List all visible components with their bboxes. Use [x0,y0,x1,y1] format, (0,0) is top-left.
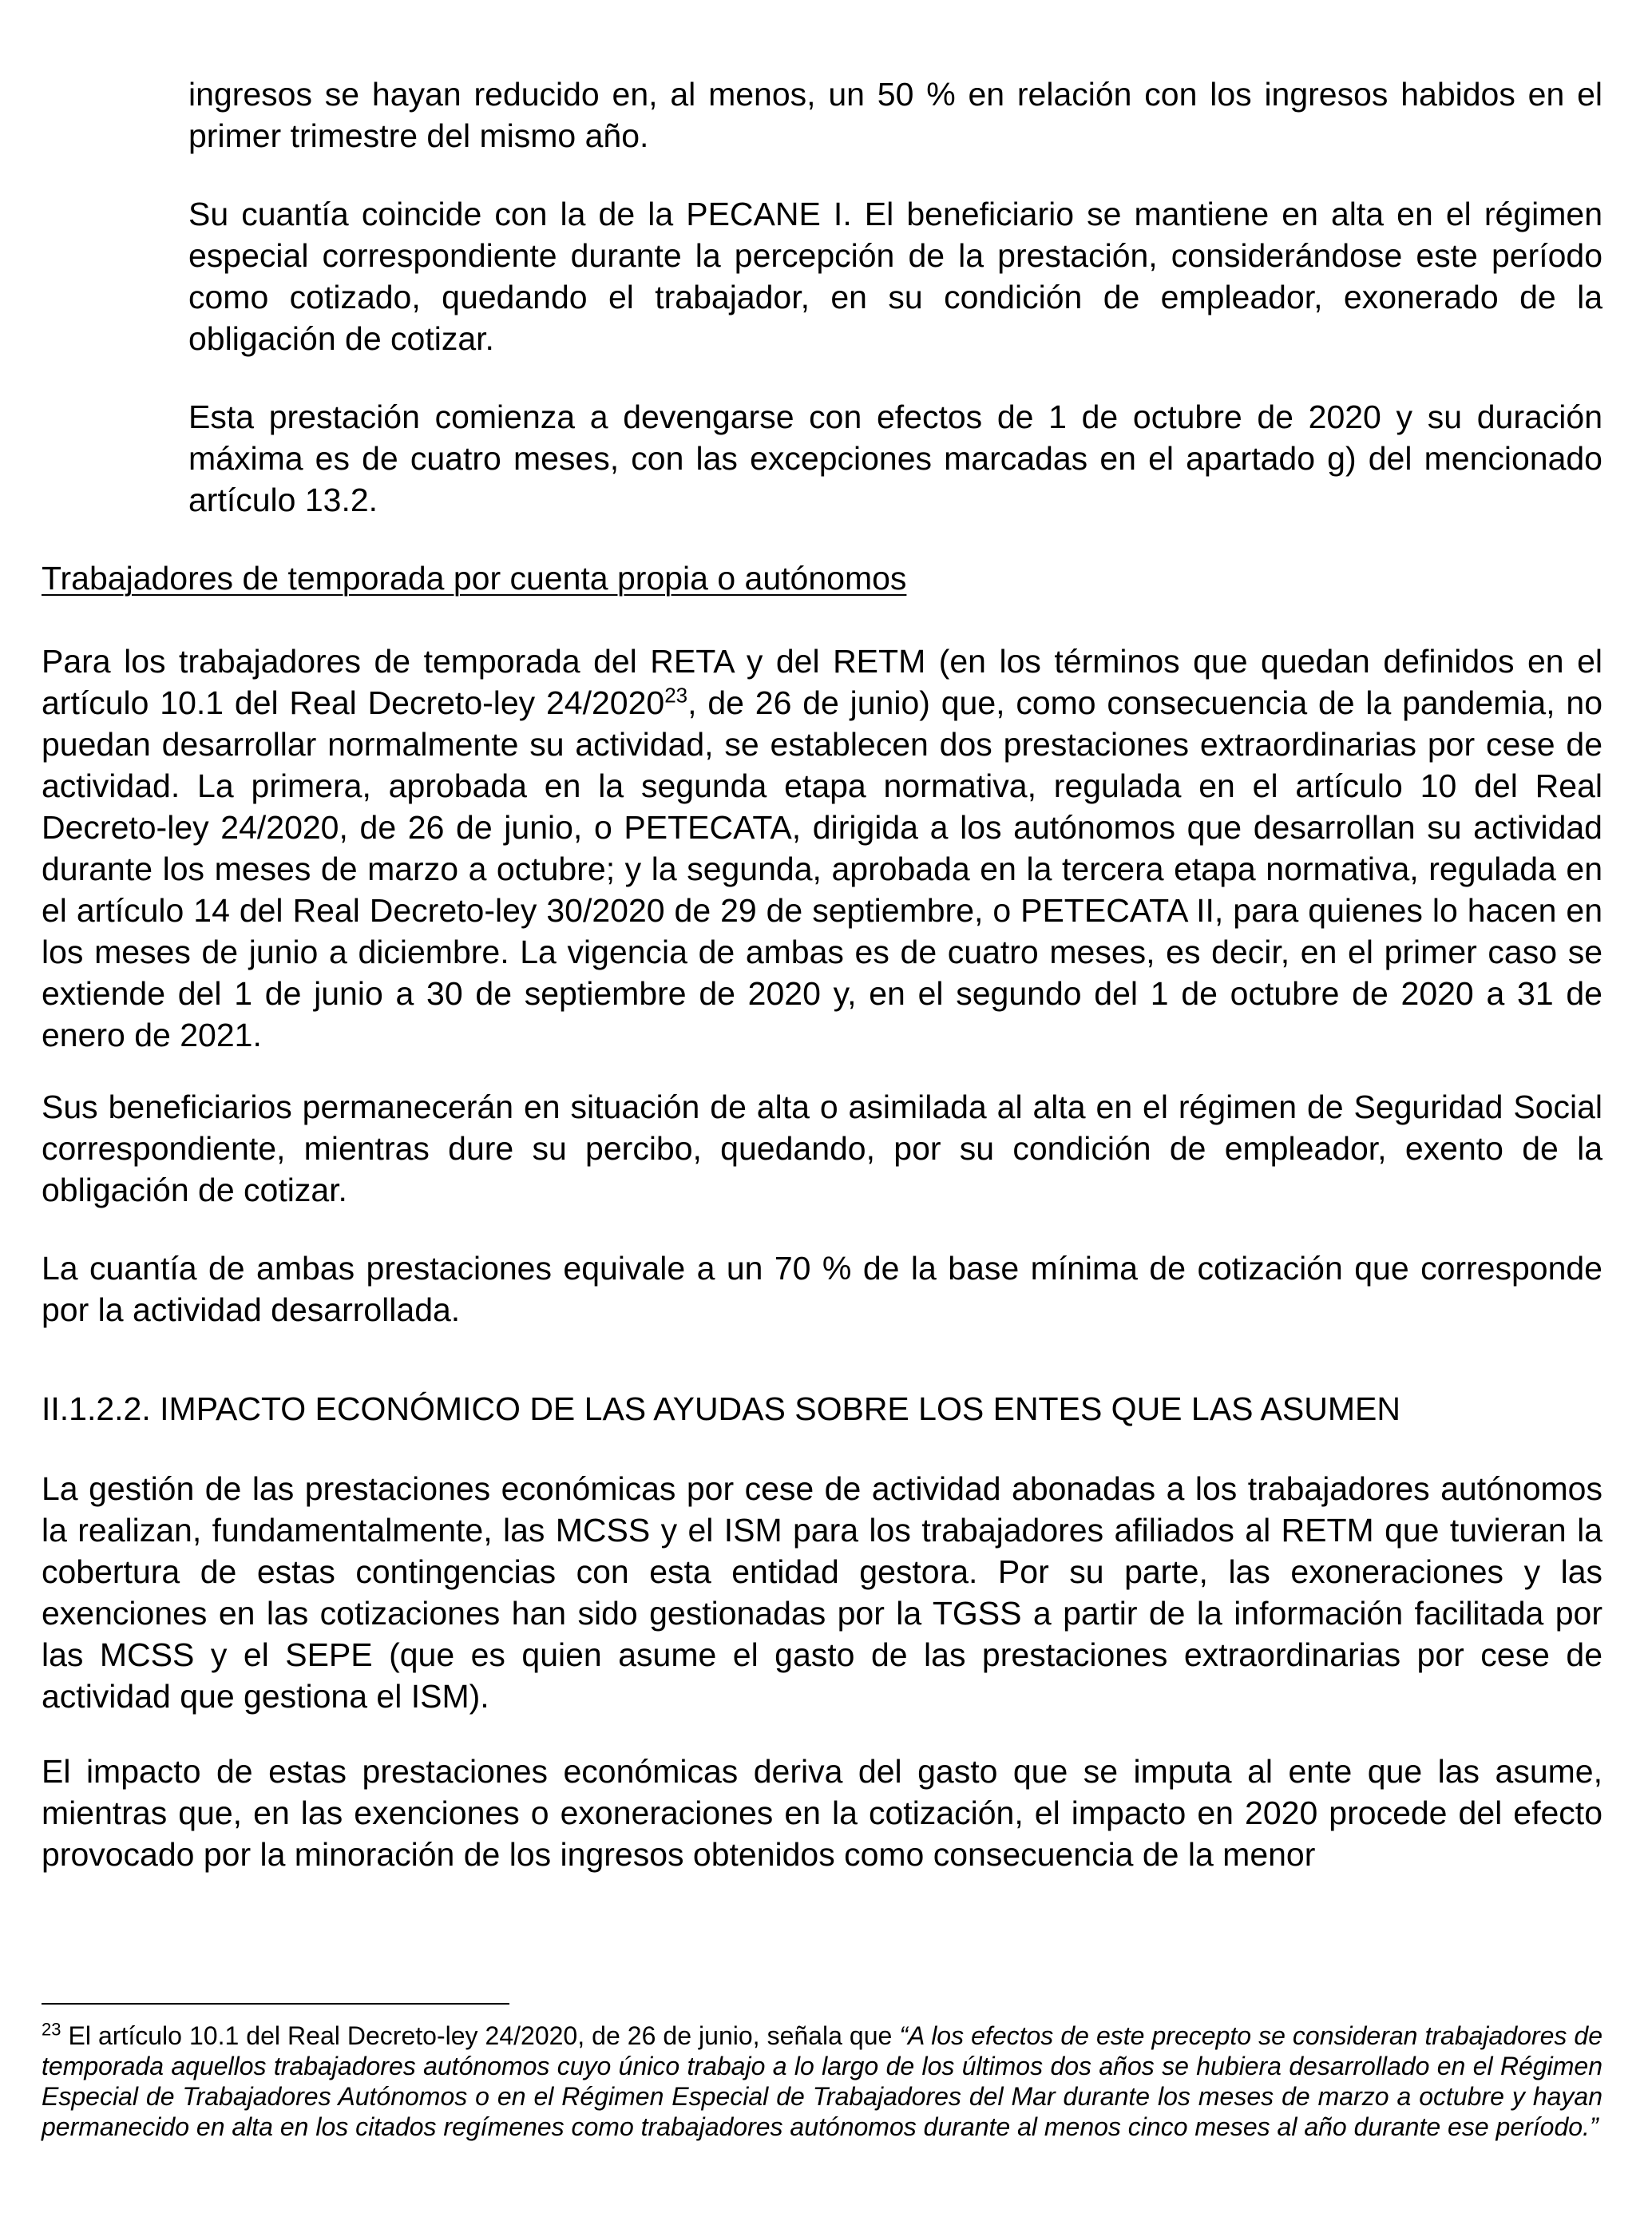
paragraph-seasonal-workers [42,641,1602,1056]
paragraph-impact: El impacto de estas prestaciones económicas deriva del gasto que se imputa al ente que las asume, mientras que, en las exenciones o exoneraciones en la cotización, el impacto en 2020 procede del efecto provocado por la minoración de los ingresos obtenidos como consecuencia de la menor [42,1753,1602,1873]
section-heading-economic-impact: II.1.2.2. IMPACTO ECONÓMICO DE LAS AYUDAS SOBRE LOS ENTES QUE LAS ASUMEN [42,1390,1400,1427]
paragraph-beneficiaries: Sus beneficiarios permanecerán en situación de alta o asimilada al alta en el régimen de Seguridad Social correspondiente, mientras dure su percibo, quedando, por su condición de empleador, exento de la obligación de cotizar. [42,1089,1602,1208]
footnote-23 [42,2021,1602,2142]
paragraph-benefit-amount: La cuantía de ambas prestaciones equivale a un 70 % de la base mínima de cotización que corresponde por la actividad desarrollada. [42,1250,1602,1328]
section-heading-seasonal-workers: Trabajadores de temporada por cuenta propia o autónomos [42,560,907,597]
paragraph-seasonal-workers-text-end: , de 26 de junio) que, como consecuencia de la pandemia, no puedan desarrollar normalmente su actividad, se establecen dos prestaciones extraordinarias por cese de actividad. La primera, aprobada en la segunda etapa normativa, regulada en el artículo 10 del Real Decreto-ley 24/2020, de 26 de junio, o PETECATA, dirigida a los autónomos que desarrollan su actividad durante los meses de marzo a octubre; y la segunda, aprobada en la tercera etapa normativa, regulada en el artículo 14 del Real Decreto-ley 30/2020 de 29 de septiembre, o PETECATA II, para quienes lo hacen en los meses de junio a diciembre. La vigencia de ambas es de cuatro meses, es decir, en el primer caso se extiende del 1 de junio a 30 de septiembre de 2020 y, en el segundo del 1 de octubre de 2020 a 31 de enero de 2021. [42,684,1602,1053]
footnote-number: 23 [42,2019,61,2040]
paragraph-management: La gestión de las prestaciones económicas por cese de actividad abonadas a los trabajadores autónomos la realizan, fundamentalmente, las MCSS y el ISM para los trabajadores afiliados al RETM que tuvieran la cobertura de estas contingencias con esta entidad gestora. Por su parte, las exoneraciones y las exenciones en las cotizaciones han sido gestionadas por la TGSS a partir de la información facilitada por las MCSS y el SEPE (que es quien asume el gasto de las prestaciones extraordinarias por cese de actividad que gestiona el ISM). [42,1470,1602,1715]
paragraph-income-reduction: ingresos se hayan reducido en, al menos, un 50 % en relación con los ingresos habidos en el primer trimestre del mismo año. [188,76,1602,154]
paragraph-seasonal-workers-text-start: Para los trabajadores de temporada del RETA y del RETM (en los términos que quedan definidos en el artículo 10.1 del Real Decreto-ley 24/2020 [42,643,1602,721]
paragraph-pecane-amount: Su cuantía coincide con la de la PECANE I. El beneficiario se mantiene en alta en el régimen especial correspondiente durante la percepción de la prestación, considerándose este período como cotizado, quedando el trabajador, en su condición de empleador, exonerado de la obligación de cotizar. [188,196,1602,357]
footnote-reference[interactable]: 23 [664,683,688,708]
footnote-quote: “A los efectos de este precepto se consideran trabajadores de temporada aquellos trabajadores autónomos cuyo único trabajo a lo largo de los últimos dos años se hubiera desarrollado en el Régimen Especial de Trabajadores Autónomos o en el Régimen Especial de Trabajadores del Mar durante los meses de marzo a octubre y hayan permanecido en alta en los citados regímenes como trabajadores autónomos durante al menos cinco meses al año durante ese período.” [42,2021,1603,2141]
paragraph-benefit-start: Esta prestación comienza a devengarse con efectos de 1 de octubre de 2020 y su duración máxima es de cuatro meses, con las excepciones marcadas en el apartado g) del mencionado artículo 13.2. [188,399,1602,518]
footnote-separator [42,2003,509,2005]
footnote-intro: El artículo 10.1 del Real Decreto-ley 24/2020, de 26 de junio, señala que [61,2021,900,2050]
